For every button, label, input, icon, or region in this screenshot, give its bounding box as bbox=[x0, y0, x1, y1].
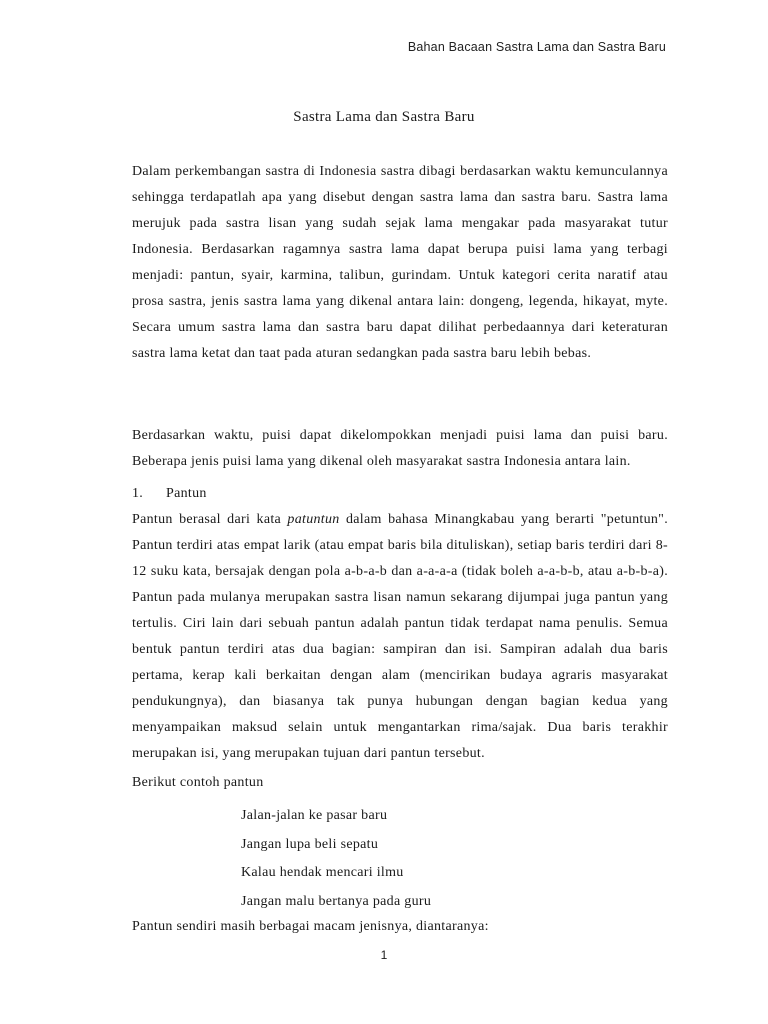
pantun-example bbox=[241, 803, 431, 917]
running-header: Bahan Bacaan Sastra Lama dan Sastra Baru bbox=[407, 40, 666, 54]
italic-term: patuntun bbox=[287, 512, 340, 527]
poem-line: Jalan-jalan ke pasar baru bbox=[241, 808, 388, 823]
section-heading-pantun bbox=[132, 481, 207, 507]
paragraph-puisi-lama: Berdasarkan waktu, puisi dapat dikelompokkan menjadi puisi lama dan puisi baru. Beberapa jenis puisi lama yang dikenal oleh masyarakat sastra Indonesia antara lain. bbox=[132, 428, 668, 469]
section-number: 1. bbox=[132, 486, 144, 501]
page-number: 1 bbox=[380, 948, 388, 962]
poem-line: Jangan lupa beli sepatu bbox=[241, 836, 379, 852]
pantun-text-start: Pantun berasal dari kata bbox=[132, 512, 288, 527]
poem-line: Jangan malu bertanya pada guru bbox=[241, 893, 432, 909]
pantun-text-rest: dalam bahasa Minangkabau yang berarti "petuntun". Pantun terdiri atas empat larik (atau empat baris bila dituliskan), setiap baris terdiri dari 8-12 suku kata, bersajak dengan pola a-b-a-b dan a-a-a-a (tidak boleh a-a-b-b, atau a-b-b-a). Pantun pada mulanya merupakan sastra lisan namun sekarang dijumpai juga pantun yang tertulis. Ciri lain dari sebuah pantun adalah pantun tidak terdapat nama penulis. Semua bentuk pantun terdiri atas dua bagian: sampiran dan isi. Sampiran adalah dua baris pertama, kerap kali berkaitan dengan alam (mencirikan budaya agraris masyarakat pendukungnya), dan biasanya tak punya hubungan dengan bagian kedua yang menyampaikan maksud selain untuk mengantarkan rima/sajak. Dua baris terakhir merupakan isi, yang merupakan tujuan dari pantun tersebut. bbox=[132, 512, 668, 761]
document-title: Sastra Lama dan Sastra Baru bbox=[293, 109, 475, 125]
paragraph-intro: Dalam perkembangan sastra di Indonesia sastra dibagi berdasarkan waktu kemunculannya sehingga terdapatlah apa yang disebut dengan sastra lama dan sastra baru. Sastra lama merujuk pada sastra lisan yang sudah sejak lama mengakar pada masyarakat tutur Indonesia. Berdasarkan ragamnya sastra lama dapat berupa puisi lama yang terbagi menjadi: pantun, syair, karmina, talibun, gurindam. Untuk kategori cerita naratif atau prosa sastra, jenis sastra lama yang dikenal antara lain: dongeng, legenda, hikayat, myte. Secara umum sastra lama dan sastra baru dapat dilihat perbedaannya dari keteraturan sastra lama ketat dan taat pada aturan sedangkan pada sastra baru lebih bebas. bbox=[132, 164, 668, 361]
poem-line: Kalau hendak mencari ilmu bbox=[241, 865, 404, 880]
example-intro: Berikut contoh pantun bbox=[132, 775, 264, 790]
closing-sentence: Pantun sendiri masih berbagai macam jenisnya, diantaranya: bbox=[132, 919, 489, 934]
section-title: Pantun bbox=[166, 486, 207, 501]
paragraph-pantun-definition bbox=[132, 507, 668, 767]
